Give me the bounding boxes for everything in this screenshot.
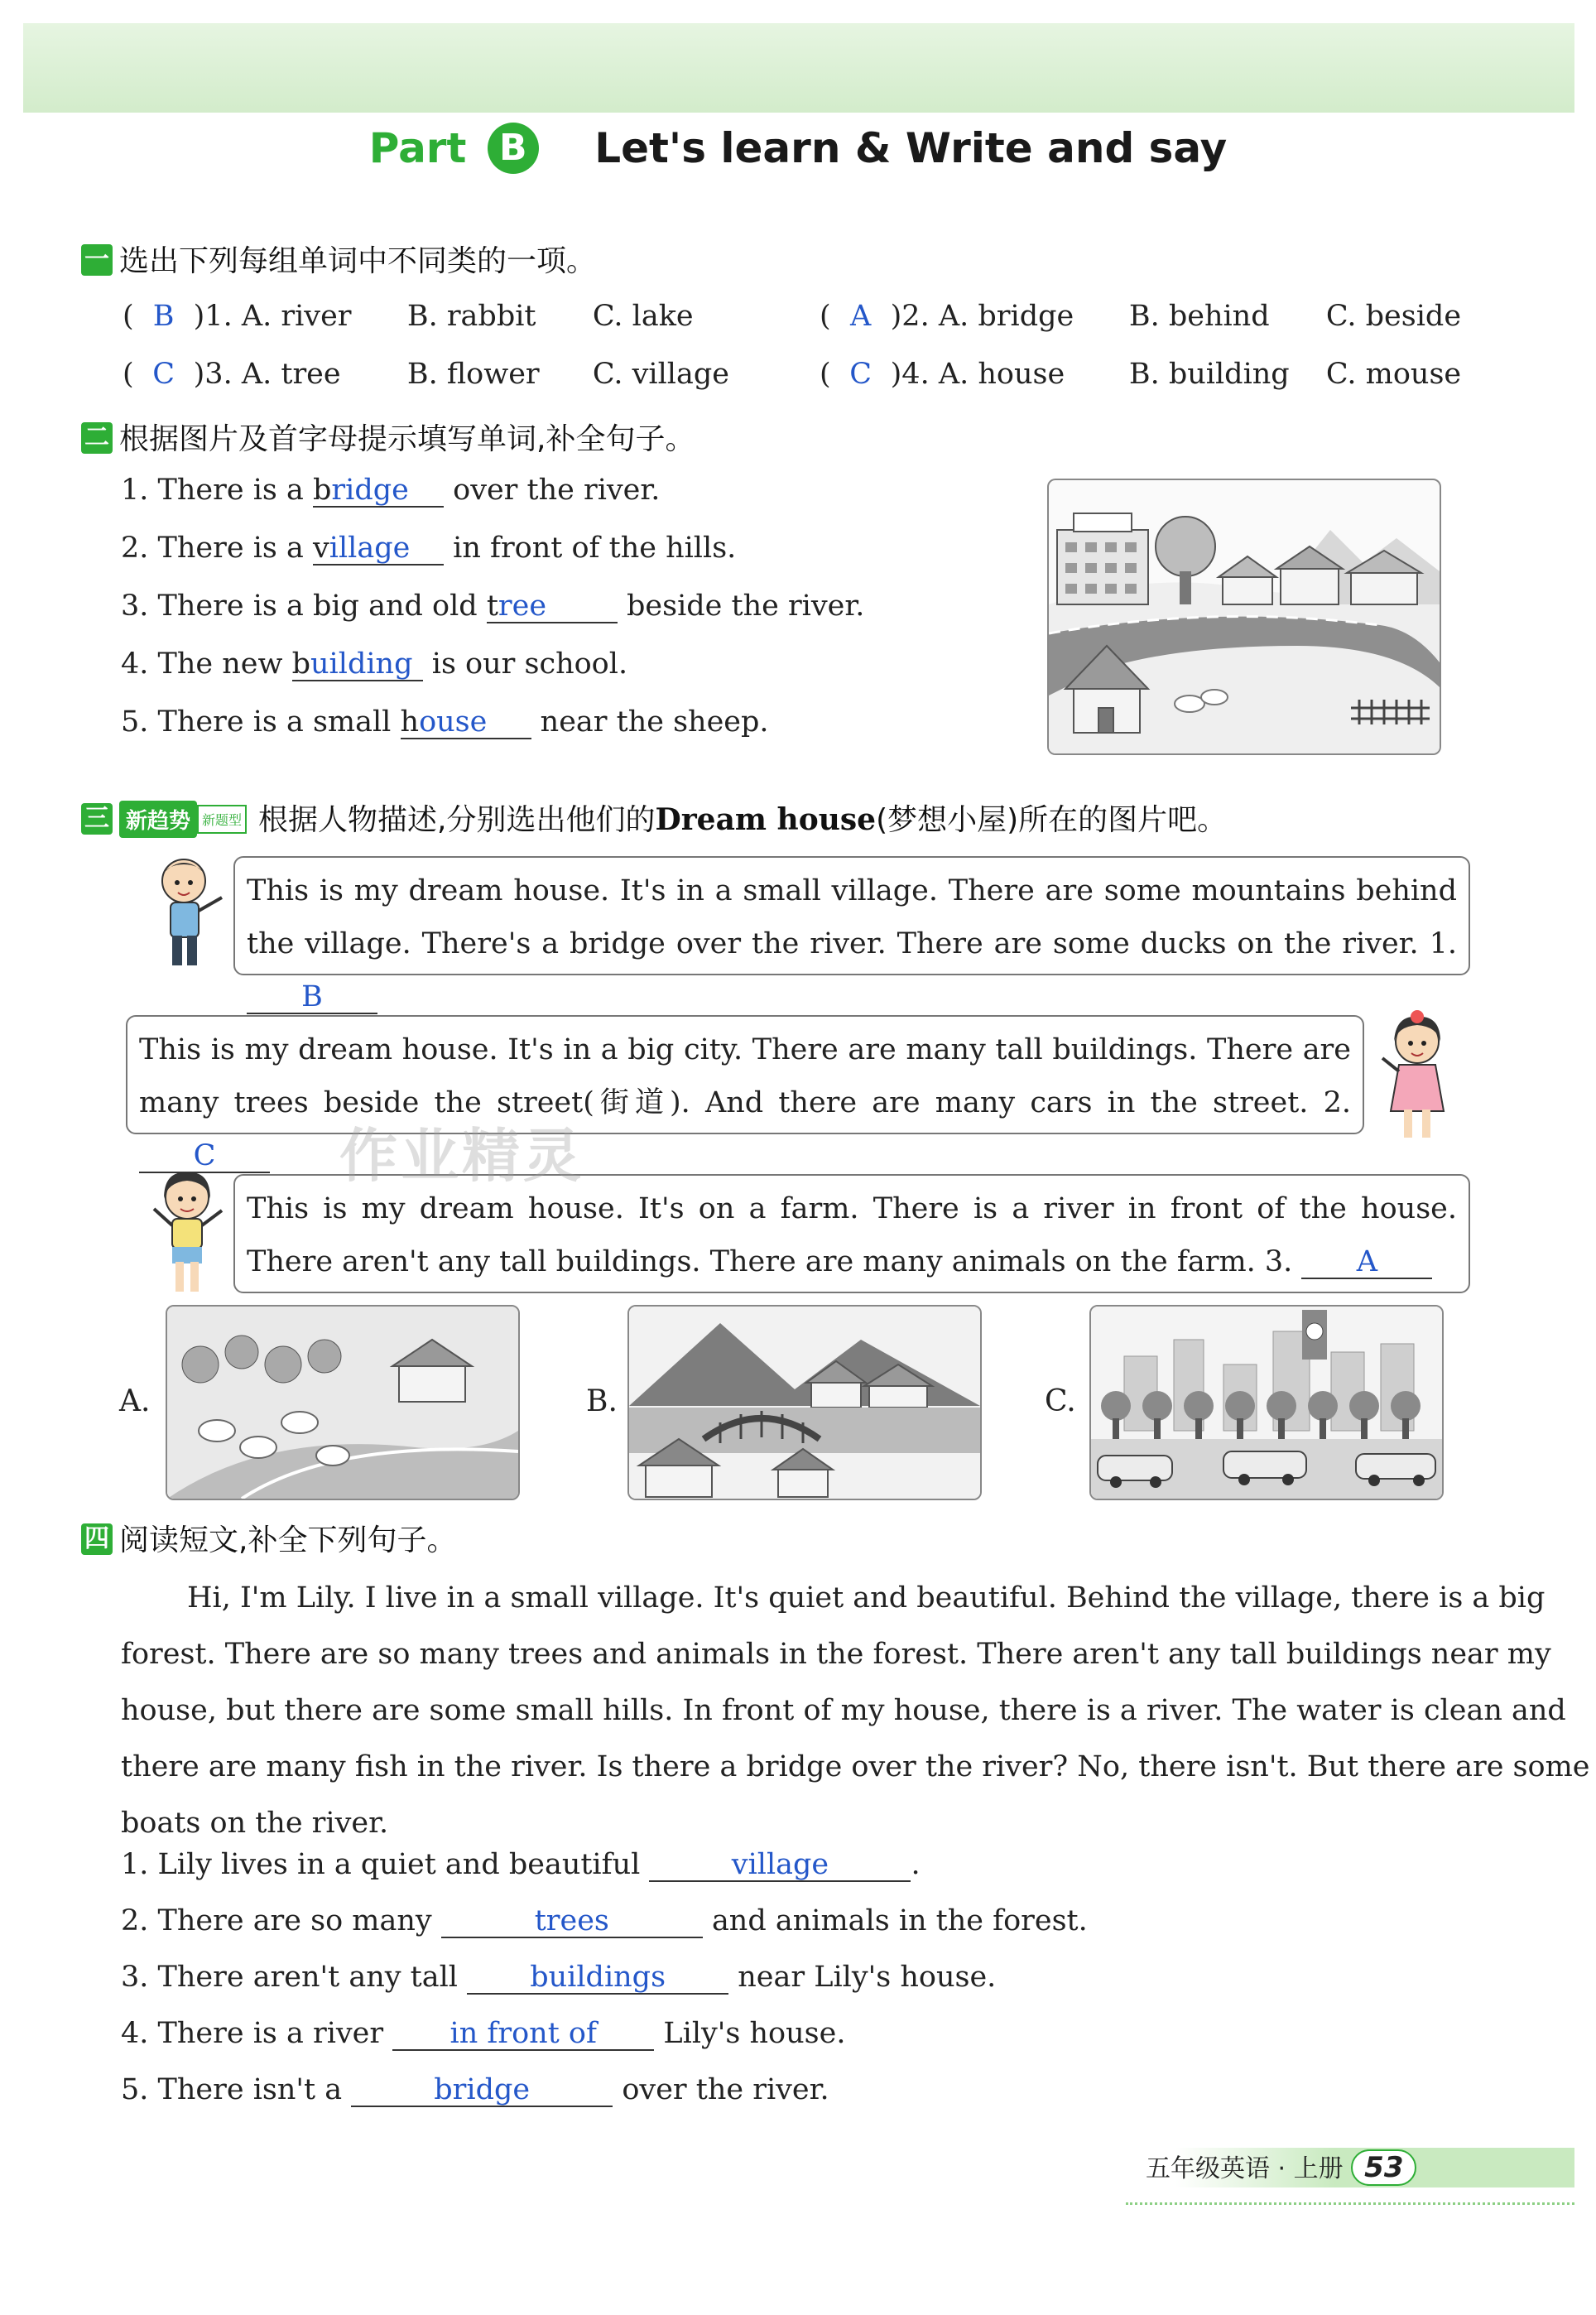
- s2-item-2: [121, 532, 736, 566]
- s1-q3-answer: C: [152, 358, 175, 391]
- s4-1-pre: 1. Lily lives in a quiet and beautiful: [121, 1848, 641, 1881]
- s4-4-pre: 4. There is a river: [121, 2017, 384, 2050]
- village-bridge-svg: [629, 1307, 980, 1499]
- section4-instruction: 阅读短文,补全下列句子。: [119, 1523, 457, 1557]
- s1-q2-c: C. beside: [1325, 300, 1462, 333]
- s1-q4-c: C. mouse: [1325, 358, 1462, 391]
- s1-q1-c: C. lake: [592, 300, 694, 333]
- s1-q2-num: )2.: [890, 300, 930, 333]
- s1-q1: ( B )1. A. river B. rabbit C. lake: [123, 300, 694, 333]
- s2-item-1: [121, 474, 660, 508]
- s1-q4-answer: C: [849, 358, 873, 391]
- passage-line-5: boats on the river.: [121, 1807, 389, 1840]
- s2-item-3: [121, 590, 864, 623]
- section3-heading: [81, 797, 1227, 840]
- s4-item-2: [121, 1904, 1088, 1938]
- girl-character-2-icon: [149, 1164, 232, 1305]
- part-letter-badge: B: [488, 123, 539, 174]
- s1-q3-c: C. village: [592, 358, 729, 391]
- section3-instruction-pre: 根据人物描述,分别选出他们的: [258, 803, 656, 837]
- village-scene-illustration: [1047, 479, 1441, 755]
- s4-4-post: Lily's house.: [663, 2017, 846, 2050]
- s2-5-letter: h: [400, 705, 420, 739]
- section1-number: 一: [81, 244, 113, 276]
- section3-instruction-post: (梦想小屋)所在的图片吧。: [876, 803, 1228, 837]
- bubble-2-text: This is my dream house. It's in a big city. There are many tall buildings. There are many trees beside the street(街道). And there are many cars in the street. 2.: [139, 1033, 1351, 1119]
- s1-q3: ( C )3. A. tree B. flower C. village: [123, 358, 729, 391]
- reading-passage: [121, 1570, 1590, 1851]
- city-picture: [1089, 1305, 1444, 1500]
- s1-q1-answer: B: [152, 300, 175, 333]
- s2-5-blank: [401, 707, 531, 739]
- footer-dots: [1126, 2194, 1574, 2205]
- s2-4-pre: 4. The new: [121, 647, 283, 681]
- s4-item-5: [121, 2073, 829, 2107]
- section3-number: 三: [81, 803, 113, 835]
- passage-line-2: forest. There are so many trees and animals in the forest. There aren't any tall buildings near my: [121, 1638, 1551, 1671]
- page-title: [0, 124, 1596, 177]
- s2-1-blank: [313, 475, 444, 508]
- farm-scene-svg: [167, 1307, 518, 1499]
- s2-2-letter: v: [312, 532, 329, 565]
- s1-q1-b: B. rabbit: [406, 300, 536, 333]
- s1-q3-num: )3.: [193, 358, 233, 391]
- new-type-tag: 新题型: [197, 805, 247, 834]
- footer-book-title: 五年级英语 · 上册: [1146, 2154, 1344, 2183]
- s4-3-blank: buildings: [467, 1962, 728, 1995]
- s4-2-pre: 2. There are so many: [121, 1904, 432, 1937]
- s1-q1-a: A. river: [241, 300, 352, 333]
- s2-3-blank: [487, 591, 618, 623]
- s2-1-pre: 1. There is a: [121, 474, 304, 507]
- s2-4-blank: [292, 649, 423, 681]
- farm-picture: [166, 1305, 520, 1500]
- bubble-1-content: [235, 858, 1469, 1023]
- s1-q2-a: A. bridge: [938, 300, 1074, 333]
- s2-2-blank: [313, 533, 444, 566]
- s1-q4: ( C )4. A. house B. building C. mouse: [820, 358, 1462, 391]
- section2-instruction: 根据图片及首字母提示填写单词,补全句子。: [119, 422, 695, 456]
- s2-2-post: in front of the hills.: [453, 532, 737, 565]
- bubble-3-answer: A: [1301, 1247, 1432, 1279]
- s2-1-post: over the river.: [453, 474, 661, 507]
- s2-2-fill: illage: [329, 532, 411, 565]
- new-trend-tag: 新趋势: [119, 801, 197, 838]
- picture-a-label: A.: [119, 1384, 151, 1418]
- boy-character-icon: [149, 849, 232, 982]
- lesson-title: Let's learn & Write and say: [594, 124, 1228, 172]
- s4-3-pre: 3. There aren't any tall: [121, 1961, 458, 1994]
- bubble-2-content: [127, 1017, 1363, 1182]
- s4-item-1: [121, 1848, 921, 1882]
- s2-5-post: near the sheep.: [540, 705, 769, 739]
- picture-b-label: B.: [586, 1384, 618, 1418]
- s2-3-fill: ree: [498, 590, 547, 623]
- s2-5-pre: 5. There is a small: [121, 705, 392, 739]
- s2-item-5: [121, 705, 769, 739]
- s1-q4-num: )4.: [890, 358, 930, 391]
- s2-item-4: [121, 647, 627, 681]
- s2-3-letter: t: [486, 590, 498, 623]
- section4-heading: [81, 1517, 456, 1559]
- section1-instruction: 选出下列每组单词中不同类的一项。: [119, 244, 597, 278]
- bubble-3-text: This is my dream house. It's on a farm. There is a river in front of the house. There aren't any tall buildings. There are many animals on the farm. 3.: [247, 1192, 1457, 1278]
- bubble-1-text: This is my dream house. It's in a small village. There are some mountains behind the village. There's a bridge over the river. There are some ducks on the river. 1.: [247, 874, 1457, 960]
- s2-4-post: is our school.: [431, 647, 628, 681]
- speech-bubble-1: [233, 856, 1470, 1013]
- village-scene-svg: [1049, 480, 1440, 753]
- s2-3-post: beside the river.: [626, 590, 865, 623]
- passage-line-3: house, but there are some small hills. In front of my house, there is a river. The water is clean and: [121, 1694, 1566, 1727]
- section2-number: 二: [81, 422, 113, 454]
- section3-instruction-bold: Dream house: [655, 802, 877, 837]
- s4-1-blank: village: [649, 1850, 911, 1882]
- s4-5-blank: bridge: [351, 2075, 613, 2107]
- s2-1-letter: b: [312, 474, 332, 507]
- s4-3-post: near Lily's house.: [738, 1961, 997, 1994]
- village-bridge-picture: [627, 1305, 982, 1500]
- bubble-1-answer: B: [247, 982, 377, 1014]
- s4-4-blank: in front of: [392, 2019, 654, 2051]
- s4-1-post: .: [911, 1848, 921, 1881]
- s1-q3-b: B. flower: [406, 358, 540, 391]
- s2-1-fill: ridge: [331, 474, 409, 507]
- s4-2-blank: trees: [441, 1906, 703, 1938]
- s1-q1-num: )1.: [193, 300, 233, 333]
- passage-line-4: there are many fish in the river. Is there a bridge over the river? No, there isn't. But there are some: [121, 1750, 1590, 1783]
- city-scene-svg: [1091, 1307, 1442, 1499]
- s4-item-3: [121, 1961, 996, 1995]
- s1-q2-answer: A: [850, 300, 872, 333]
- section1-heading: [81, 238, 596, 280]
- s1-q2: ( A )2. A. bridge B. behind C. beside: [820, 300, 1462, 333]
- s2-3-pre: 3. There is a big and old: [121, 590, 478, 623]
- s4-2-post: and animals in the forest.: [711, 1904, 1088, 1937]
- page-number: 53: [1351, 2149, 1416, 2186]
- bubble-2-answer: C: [139, 1141, 270, 1173]
- s1-q4-a: A. house: [938, 358, 1065, 391]
- watermark: 作业精灵: [339, 1122, 584, 1190]
- s4-item-4: [121, 2017, 845, 2051]
- s2-4-letter: b: [291, 647, 311, 681]
- top-banner: [23, 23, 1574, 113]
- section4-number: 四: [81, 1523, 113, 1555]
- s1-q4-b: B. building: [1128, 358, 1290, 391]
- girl-character-icon: [1374, 1008, 1457, 1149]
- footer: [1146, 2148, 1416, 2186]
- s2-2-pre: 2. There is a: [121, 532, 304, 565]
- section2-heading: [81, 416, 695, 458]
- s1-q3-a: A. tree: [241, 358, 341, 391]
- part-word: Part: [368, 124, 467, 172]
- s1-q2-b: B. behind: [1128, 300, 1270, 333]
- s2-4-fill: uilding: [310, 647, 413, 681]
- s4-5-pre: 5. There isn't a: [121, 2073, 343, 2106]
- s4-5-post: over the river.: [622, 2073, 829, 2106]
- s2-5-fill: ouse: [419, 705, 488, 739]
- picture-c-label: C.: [1045, 1384, 1076, 1418]
- passage-line-1: Hi, I'm Lily. I live in a small village. It's quiet and beautiful. Behind the village, there is a big: [187, 1581, 1546, 1615]
